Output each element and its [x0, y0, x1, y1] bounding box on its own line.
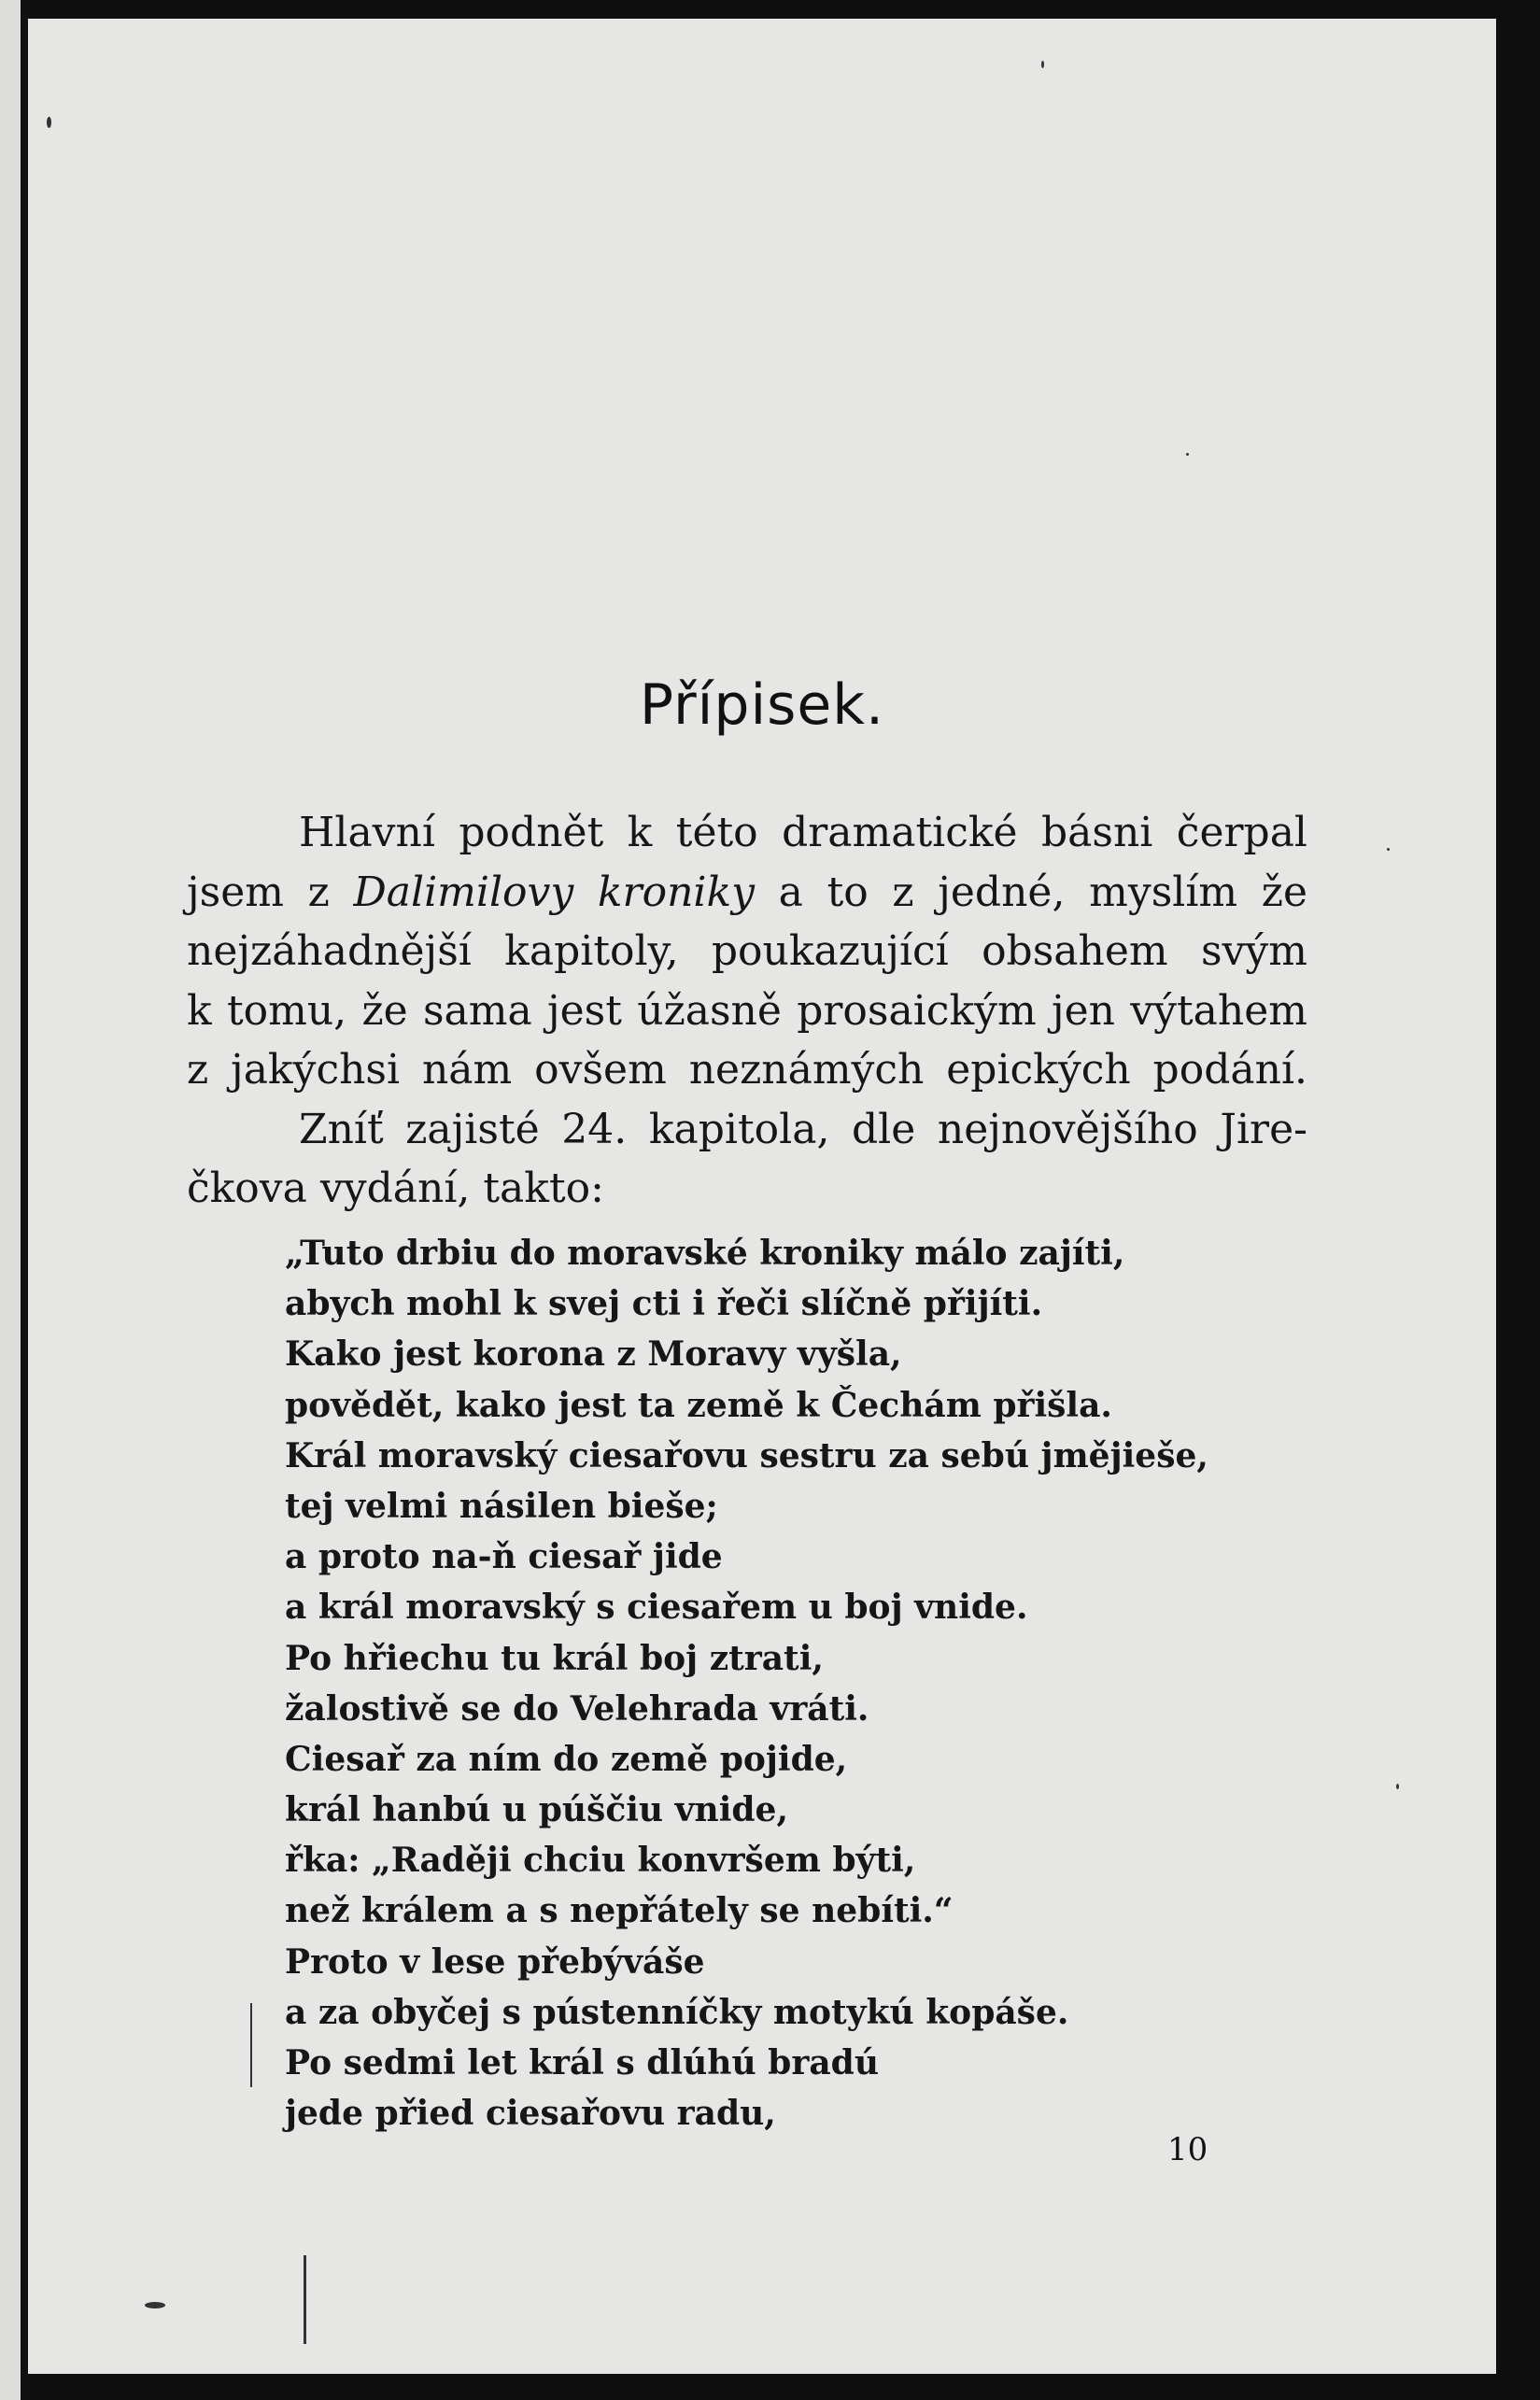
scan-speck: [145, 2302, 165, 2308]
paragraph-line: [187, 863, 1307, 923]
paragraph-line: z jakýchsi nám ovšem neznámých epických podání.: [187, 1046, 1307, 1094]
paragraph-line: nejzáhadnější kapitoly, poukazující obsahem svým: [187, 927, 1307, 975]
poem-verse: než králem a s nepřátely se nebíti.“: [285, 1891, 954, 1931]
poem-verse: „Tuto drbiu do moravské kroniky málo zajíti,: [285, 1234, 1125, 1273]
poem-verse: povědět, kako jest ta země k Čechám přišla.: [285, 1385, 1112, 1425]
scan-speck: [47, 117, 51, 128]
poem-quotation: [285, 1228, 1219, 2139]
scan-speck: [1387, 848, 1390, 851]
paragraph-text: a to z jedné, myslím že: [755, 868, 1308, 916]
book-title-italic: Dalimilovy kroniky: [353, 868, 756, 916]
poem-verse: Po sedmi let král s dlúhú bradú: [285, 2043, 879, 2082]
paragraph-line: Zníť zajisté 24. kapitola, dle nejnovějšího Jire-: [299, 1105, 1307, 1153]
poem-verse: Král moravský ciesařovu sestru za sebú jmějieše,: [285, 1435, 1208, 1475]
scan-speck: [304, 2255, 306, 2344]
page-heading: Přípisek.: [639, 672, 885, 738]
intro-paragraph: [187, 803, 1307, 1219]
book-page: [28, 19, 1496, 2374]
poem-verse: žalostivě se do Velehrada vráti.: [285, 1688, 869, 1729]
poem-verse: Po hřiechu tu král boj ztrati,: [285, 1638, 824, 1678]
poem-verse: a za obyčej s pústenníčky motykú kopáše.: [285, 1992, 1069, 2032]
poem-verse: jede přied ciesařovu radu,: [285, 2094, 776, 2134]
scan-speck: [1041, 61, 1044, 68]
paragraph-text: jsem z: [187, 868, 354, 916]
poem-verse: tej velmi násilen bieše;: [285, 1486, 718, 1526]
poem-verse: Proto v lese přebýváše: [285, 1941, 705, 1982]
poem-verse: Kako jest korona z Moravy vyšla,: [285, 1334, 902, 1375]
scan-speck: [250, 2003, 252, 2087]
poem-verse: abych mohl k svej cti i řeči slíčně přijíti.: [285, 1284, 1043, 1324]
poem-verse: a král moravský s ciesařem u boj vnide.: [285, 1588, 1028, 1628]
poem-verse: řka: „Raději chciu konvršem býti,: [285, 1841, 916, 1881]
page-number: 10: [1167, 2131, 1208, 2168]
poem-verse: král hanbú u púščiu vnide,: [285, 1790, 788, 1830]
poem-verse: a proto na-ň ciesař jide: [285, 1537, 723, 1577]
scan-speck: [1186, 453, 1189, 456]
scan-speck: [1396, 1784, 1399, 1789]
poem-verse: Ciesař za ním do země pojide,: [285, 1739, 848, 1779]
paragraph-line: čkova vydání, takto:: [187, 1165, 604, 1212]
paragraph-line: Hlavní podnět k této dramatické básni čerpal: [299, 809, 1307, 856]
paragraph-line: k tomu, že sama jest úžasně prosaickým jen výtahem: [187, 986, 1307, 1035]
